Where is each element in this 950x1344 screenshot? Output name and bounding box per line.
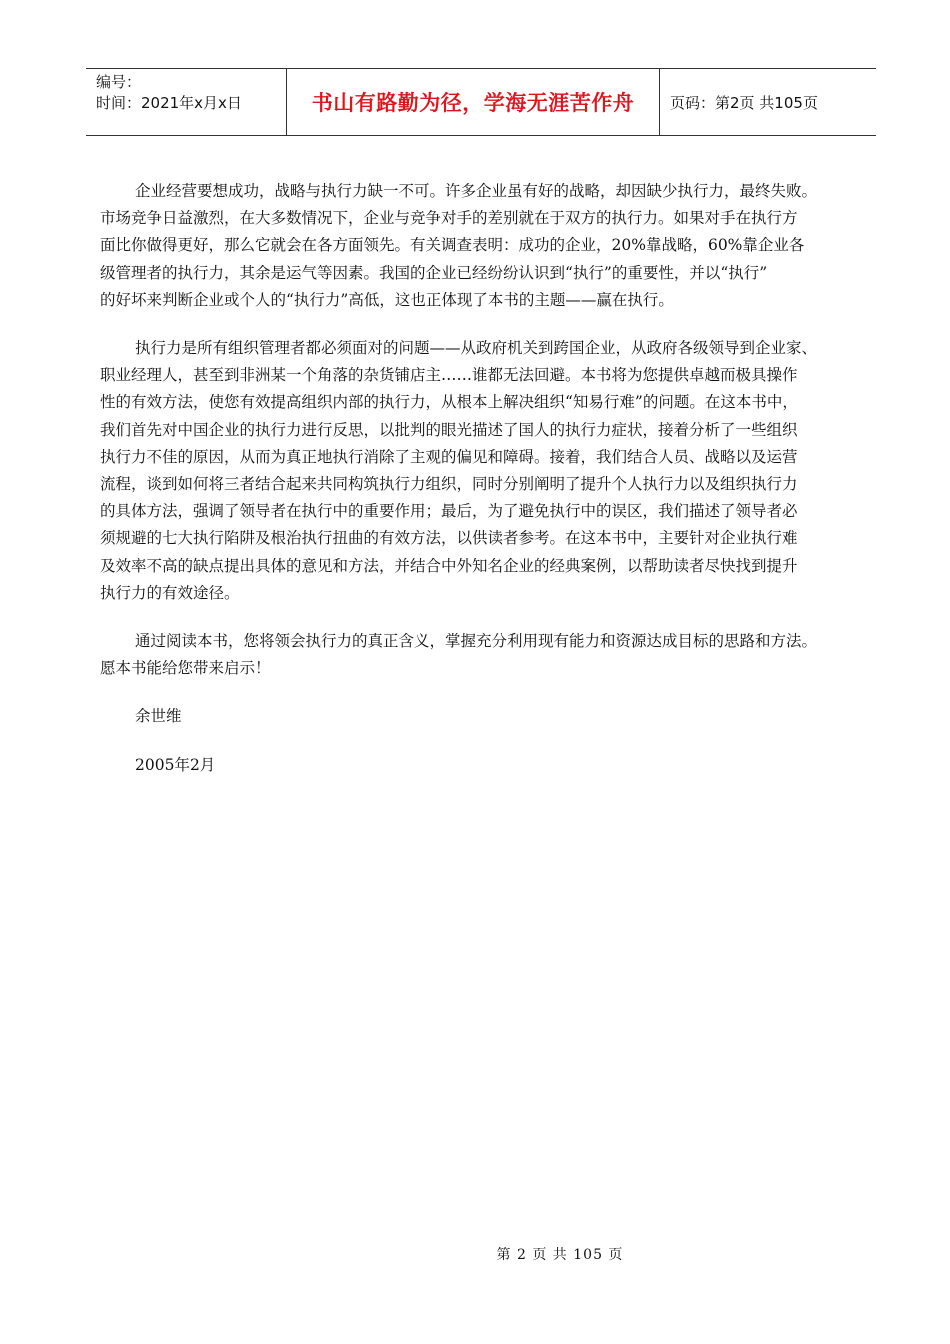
page-header xyxy=(86,68,876,136)
paragraph-line: 级管理者的执行力，其余是运气等因素。我国的企业已经纷纷认识到“执行”的重要性，并以“执行” xyxy=(100,263,768,282)
paragraph-line: 企业经营要想成功，战略与执行力缺一不可。许多企业虽有好的战略，却因缺少执行力，最终失败。 xyxy=(135,182,818,200)
document-body xyxy=(100,178,876,800)
paragraph-line: 执行力的有效途径。 xyxy=(100,583,240,602)
header-meta xyxy=(86,69,287,135)
paragraph-3 xyxy=(100,628,876,682)
paragraph-line: 性的有效方法，使您有效提高组织内部的执行力，从根本上解决组织“知易行难”的问题。在这本书中， xyxy=(100,393,798,412)
paragraph-line: 执行力不佳的原因，从而为真正地执行消除了主观的偏见和障碍。接着，我们结合人员、战略以及运营 xyxy=(100,447,798,466)
publish-date: 2005年2月 xyxy=(135,755,216,774)
paragraph-line: 通过阅读本书，您将领会执行力的真正含义，掌握充分利用现有能力和资源达成目标的思路和方法。 xyxy=(135,632,818,651)
header-page-label: 页码：第2页 共105页 xyxy=(670,93,818,112)
paragraph-2 xyxy=(100,335,876,607)
paragraph-line: 职业经理人，甚至到非洲某一个角落的杂货铺店主……谁都无法回避。本书将为您提供卓越而极具操作 xyxy=(100,366,798,385)
paragraph-line: 愿本书能给您带来启示！ xyxy=(100,659,271,678)
number-label: 编号： xyxy=(96,73,142,91)
author-name: 余世维 xyxy=(135,707,182,726)
paragraph-line: 及效率不高的缺点提出具体的意见和方法，并结合中外知名企业的经典案例，以帮助读者尽快找到提升 xyxy=(100,556,798,575)
paragraph-line: 我们首先对中国企业的执行力进行反思，以批判的眼光描述了国人的执行力症状，接着分析了一些组织 xyxy=(100,420,798,439)
paragraph-line: 执行力是所有组织管理者都必须面对的问题——从政府机关到跨国企业，从政府各级领导到企业家、 xyxy=(135,339,818,358)
time-label: 时间：2021年x月x日 xyxy=(96,94,242,112)
paragraph-line: 的好坏来判断企业或个人的“执行力”高低，这也正体现了本书的主题——赢在执行。 xyxy=(100,290,674,309)
paragraph-line: 面比你做得更好，那么它就会在各方面领先。有关调查表明：成功的企业，20%靠战略，60%靠企业各 xyxy=(100,236,805,255)
paragraph-line: 流程，谈到如何将三者结合起来共同构筑执行力组织，同时分别阐明了提升个人执行力以及组织执行力 xyxy=(100,475,798,494)
page-footer xyxy=(0,1244,950,1264)
paragraph-line: 的具体方法，强调了领导者在执行中的重要作用；最后，为了避免执行中的误区，我们描述了领导者必 xyxy=(100,502,798,521)
header-motto: 书山有路勤为径，学海无涯苦作舟 xyxy=(287,69,660,135)
footer-page-number: 第 2 页 共 105 页 xyxy=(496,1247,624,1263)
paragraph-1 xyxy=(100,178,876,314)
paragraph-line: 市场竞争日益激烈，在大多数情况下，企业与竞争对手的差别就在于双方的执行力。如果对手在执行方 xyxy=(100,209,798,228)
paragraph-line: 须规避的七大执行陷阱及根治执行扭曲的有效方法，以供读者参考。在这本书中，主要针对企业执行难 xyxy=(100,529,798,548)
